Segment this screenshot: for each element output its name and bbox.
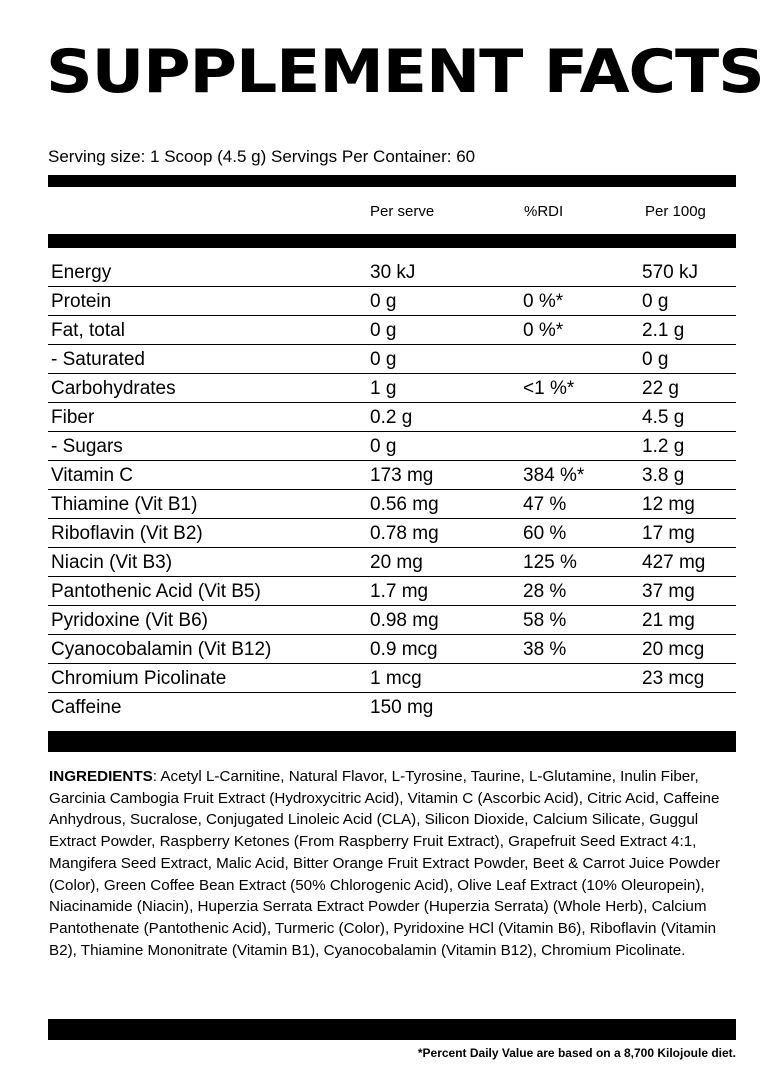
nutrient-name: Cyanocobalamin (Vit B12) — [51, 639, 272, 660]
nutrient-name: Fat, total — [51, 320, 125, 341]
nutrient-per-100g: 570 kJ — [642, 262, 698, 283]
nutrient-per-100g: 12 mg — [642, 494, 695, 515]
nutrient-table — [48, 258, 736, 722]
table-row — [48, 606, 736, 635]
nutrient-rdi: 0 %* — [523, 320, 564, 341]
nutrient-per-serve: 0.56 mg — [370, 494, 439, 515]
table-row — [48, 461, 736, 490]
nutrient-per-serve: 1 g — [370, 378, 397, 399]
table-row — [48, 432, 736, 461]
nutrient-per-serve: 150 mg — [370, 697, 434, 718]
nutrient-per-100g: 1.2 g — [642, 436, 685, 457]
nutrient-per-100g: 427 mg — [642, 552, 706, 573]
divider-bar — [48, 234, 736, 248]
divider-bar — [48, 1019, 736, 1040]
divider-bar — [48, 175, 736, 187]
nutrient-rdi: <1 %* — [523, 378, 575, 399]
serving-info: Serving size: 1 Scoop (4.5 g) Servings Per Container: 60 — [48, 147, 476, 166]
table-row — [48, 490, 736, 519]
nutrient-per-serve: 0 g — [370, 349, 397, 370]
table-row — [48, 548, 736, 577]
table-row — [48, 316, 736, 345]
table-row — [48, 403, 736, 432]
table-row — [48, 635, 736, 664]
nutrient-per-100g: 23 mcg — [642, 668, 705, 689]
nutrient-per-serve: 0 g — [370, 436, 397, 457]
nutrient-per-100g: 37 mg — [642, 581, 695, 602]
ingredients-label: INGREDIENTS — [49, 768, 153, 785]
table-row — [48, 374, 736, 403]
nutrient-name: Fiber — [51, 407, 95, 428]
nutrient-rdi: 47 % — [523, 494, 567, 515]
footnote: *Percent Daily Value are based on a 8,700 Kilojoule diet. — [417, 1046, 736, 1060]
nutrient-per-serve: 0 g — [370, 291, 397, 312]
table-row — [48, 345, 736, 374]
ingredients-text: : Acetyl L-Carnitine, Natural Flavor, L-Tyrosine, Taurine, L-Glutamine, Inulin Fiber, Garcinia Cambogia Fruit Extract (Hydroxycitric Acid), Vitamin C (Ascorbic Acid), Citric Acid, Caffeine Anhydrous, Sucralose, Conjugated Linoleic Acid (CLA), Silicon Dioxide, Calcium Silicate, Guggul Extract Powder, Raspberry Ketones (From Raspberry Fruit Extract), Grapefruit Seed Extract 4:1, Mangifera Seed Extract, Malic Acid, Bitter Orange Fruit Extract Powder, Beet & Carrot Juice Powder (Color), Green Coffee Bean Extract (50% Chlorogenic Acid), Olive Leaf Extract (10% Oleuropein), Niacinamide (Niacin), Huperzia Serrata Extract Powder (Huperzia Serrata) (Whole Herb), Calcium Pantothenate (Pantothenic Acid), Turmeric (Color), Pyridoxine HCl (Vitamin B6), Riboflavin (Vitamin B2), Thiamine Mononitrate (Vitamin B1), Cyanocobalamin (Vitamin B12), Chromium Picolinate. — [49, 768, 721, 959]
nutrient-rdi: 125 % — [523, 552, 577, 573]
nutrient-per-100g: 0 g — [642, 349, 669, 370]
nutrient-per-serve: 0.98 mg — [370, 610, 439, 631]
nutrient-rdi: 58 % — [523, 610, 567, 631]
nutrient-per-100g: 3.8 g — [642, 465, 685, 486]
nutrient-per-serve: 20 mg — [370, 552, 423, 573]
nutrient-name: Energy — [51, 262, 112, 283]
nutrient-rdi: 384 %* — [523, 465, 585, 486]
nutrient-name: - Saturated — [51, 349, 145, 370]
nutrient-per-100g: 17 mg — [642, 523, 695, 544]
nutrient-rdi: 38 % — [523, 639, 567, 660]
nutrient-name: Protein — [51, 291, 112, 312]
table-row — [48, 287, 736, 316]
nutrient-per-100g: 0 g — [642, 291, 669, 312]
nutrient-per-100g: 21 mg — [642, 610, 695, 631]
nutrient-per-serve: 0.78 mg — [370, 523, 439, 544]
nutrient-per-serve: 0 g — [370, 320, 397, 341]
nutrient-name: Niacin (Vit B3) — [51, 552, 173, 573]
nutrient-name: Carbohydrates — [51, 378, 176, 399]
nutrient-per-100g: 22 g — [642, 378, 679, 399]
divider-bar — [48, 731, 736, 752]
column-header-per-serve: Per serve — [370, 203, 435, 220]
nutrient-rdi: 60 % — [523, 523, 567, 544]
nutrient-name: Riboflavin (Vit B2) — [51, 523, 203, 544]
nutrient-name: Pantothenic Acid (Vit B5) — [51, 581, 261, 602]
nutrient-rdi: 28 % — [523, 581, 567, 602]
column-header-per-100g: Per 100g — [645, 203, 706, 220]
ingredients-block — [49, 766, 739, 961]
nutrient-per-serve: 1 mcg — [370, 668, 422, 689]
nutrient-name: Vitamin C — [51, 465, 134, 486]
nutrient-per-100g: 20 mcg — [642, 639, 705, 660]
nutrient-per-serve: 173 mg — [370, 465, 434, 486]
nutrient-per-100g: 4.5 g — [642, 407, 685, 428]
table-row — [48, 577, 736, 606]
nutrient-name: Caffeine — [51, 697, 122, 718]
label-title: SUPPLEMENT FACTS — [46, 37, 764, 107]
nutrient-name: Pyridoxine (Vit B6) — [51, 610, 208, 631]
table-row — [48, 519, 736, 548]
table-row — [48, 693, 736, 722]
column-header-rdi: %RDI — [524, 203, 564, 220]
table-row — [48, 664, 736, 693]
nutrient-name: Thiamine (Vit B1) — [51, 494, 198, 515]
nutrient-rdi: 0 %* — [523, 291, 564, 312]
nutrient-per-serve: 30 kJ — [370, 262, 416, 283]
nutrient-name: - Sugars — [51, 436, 123, 457]
nutrient-per-100g: 2.1 g — [642, 320, 685, 341]
nutrient-name: Chromium Picolinate — [51, 668, 227, 689]
nutrient-per-serve: 1.7 mg — [370, 581, 429, 602]
nutrient-per-serve: 0.9 mcg — [370, 639, 438, 660]
nutrient-per-serve: 0.2 g — [370, 407, 413, 428]
table-row — [48, 258, 736, 287]
